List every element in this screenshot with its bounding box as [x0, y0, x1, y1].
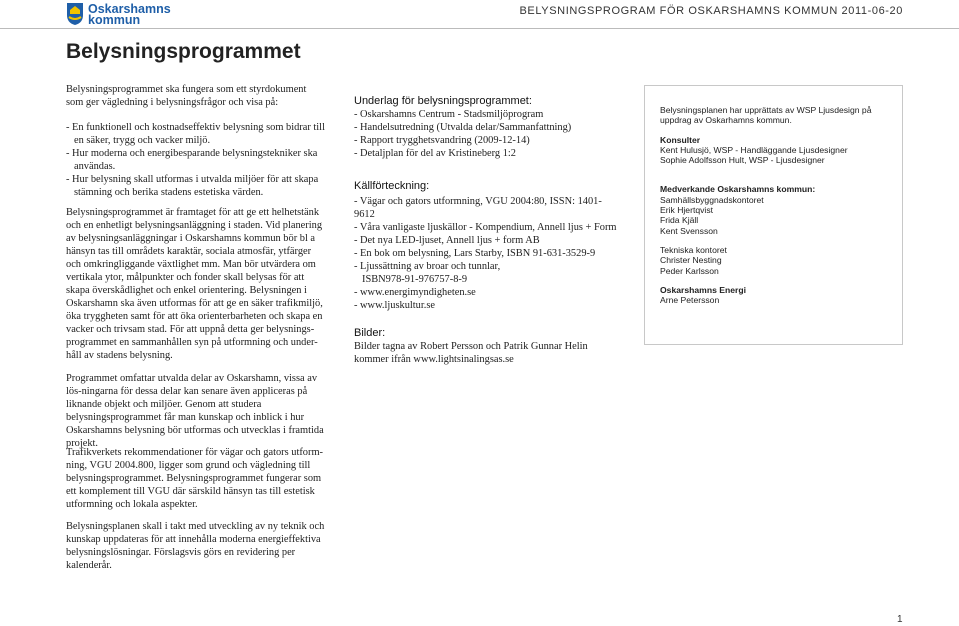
- logo-line-1: Oskarshamns: [88, 2, 171, 16]
- credit-line: Frida Kjäll: [660, 215, 699, 226]
- paragraph-text: Belysningsplanen skall i takt med utveckling av ny teknik och kunskap uppdateras för att innehålla moderna energieffektiva belysningslösningar. Förslagsvis görs en revidering per kalenderår.: [66, 521, 325, 571]
- credit-line: Sophie Adolfsson Hult, WSP - Ljusdesigner: [660, 155, 825, 166]
- document-header-title: BELYSNINGSPROGRAM FÖR OSKARSHAMNS KOMMUN 2011-06-20: [519, 5, 903, 17]
- kallforteckning-heading: Källförteckning:: [354, 180, 430, 192]
- credits-box: [644, 85, 903, 345]
- list-item: - www.energimyndigheten.se: [354, 287, 476, 298]
- medverkande-heading: Medverkande Oskarshamns kommun:: [660, 184, 816, 195]
- goal-bullet: - En funktionell och kostnadseffektiv belysning som bidrar till en säker, trygg och vacker miljö.: [66, 122, 325, 146]
- underlag-heading: Underlag för belysningsprogrammet:: [354, 95, 532, 107]
- bilder-heading: Bilder:: [354, 327, 386, 339]
- credit-line: Peder Karlsson: [660, 265, 719, 276]
- body-paragraph-1: [66, 206, 328, 362]
- kallforteckning-list: [354, 195, 622, 312]
- list-item: - Rapport trygghetsvandring (2009-12-14): [354, 135, 530, 146]
- credits-intro: Belysningsplanen har upprättats av WSP Ljusdesign på uppdrag av Oskarhamns kommun.: [660, 105, 872, 126]
- list-item: ISBN978-91-976757-8-9: [362, 274, 468, 285]
- list-item: - Det nya LED-ljuset, Annell ljus + form AB: [354, 235, 540, 246]
- body-paragraph-4: [66, 520, 328, 572]
- body-paragraph-3: [66, 446, 328, 511]
- credit-line: Christer Nesting: [660, 255, 722, 266]
- bilder-text: Bilder tagna av Robert Persson och Patrik Gunnar Helin kommer ifrån www.lightsinalingsas.se: [354, 341, 588, 365]
- energi-heading: Oskarshamns Energi: [660, 284, 746, 295]
- header-divider: [0, 28, 959, 29]
- intro-text: Belysningsprogrammet ska fungera som ett styrdokument som ger vägledning i belysningsfrågor och visa på:: [66, 84, 307, 108]
- crest-icon: [66, 2, 84, 26]
- underlag-list: [354, 108, 622, 160]
- paragraph-text: Programmet omfattar utvalda delar av Oskarshamn, vissa av lös-ningarna för dessa delar kan senare även appliceras på liknande objekt och miljöer. Genom att studera belysningsprogrammet får man kunskap och inblick i hur Oskarshamns belysning bör utformas och utvecklas i framtida projekt.: [66, 373, 324, 449]
- list-item: - En bok om belysning, Lars Starby, ISBN 91-631-3529-9: [354, 248, 596, 259]
- list-item: - Ljussättning av broar och tunnlar,: [354, 261, 501, 272]
- list-item: - Vägar och gators utformning, VGU 2004:80, ISSN: 1401-9612: [354, 196, 602, 220]
- credit-line: Arne Petersson: [660, 295, 720, 306]
- credit-line: Erik Hjertqvist: [660, 205, 714, 216]
- paragraph-text: Belysningsprogrammet är framtaget för att ge ett helhetstänk och en enhetligt belysningsanläggning i staden. Vid planering av belysningsanläggningar i Oskarshamns kommun bör bl a hänsyn tas till områdets karaktär, sociala atmosfär, ytfärger och omkringliggande växtlighet mm. Man bör utvärdera om vertikala ytor, målpunkter och fonder skall belysas för att skapa överskådlighet och enkel orientering. Belysningen i Oskarshamn ska även utformas för att ge en säker trafikmiljö, öka tryggheten samt för att öka orienterbarheten och skapa en vacker och trivsam stad. För att uppnå detta ger belysnings-programmet en sammanhållen syn på utformning och under-håll av stadens belysning.: [66, 207, 323, 361]
- list-item: - Handelsutredning (Utvalda delar/Sammanfattning): [354, 122, 572, 133]
- goal-bullet-list: [66, 121, 328, 199]
- list-item: - Oskarshamns Centrum - Stadsmiljöprogram: [354, 109, 544, 120]
- goal-bullet: - Hur belysning skall utformas i utvalda miljöer för att skapa stämning och berika stadens estetiska värden.: [66, 174, 319, 198]
- logo-text: [88, 4, 171, 26]
- credit-line: Tekniska kontoret: [660, 244, 727, 255]
- logo-line-2: kommun: [88, 13, 141, 27]
- credit-line: Kent Hulusjö, WSP - Handläggande Ljusdesigner: [660, 144, 848, 155]
- paragraph-text: Trafikverkets rekommendationer för vägar och gators utform-ning, VGU 2004.800, ligger som grund och vägledning till belysningsprogrammet. Belysningsprogrammet fungerar som ett komplement till VGU där särskild hänsyn tas till estetisk utformning och lokala aspekter.: [66, 447, 323, 510]
- credits-content: [660, 105, 895, 305]
- list-item: - www.ljuskultur.se: [354, 300, 436, 311]
- konsulter-heading: Konsulter: [660, 134, 701, 145]
- list-item: - Våra vanligaste ljuskällor - Kompendium, Annell ljus + Form: [354, 222, 617, 233]
- list-item: - Detaljplan för del av Kristineberg 1:2: [354, 148, 516, 159]
- goal-bullet: - Hur moderna och energibesparande belysningstekniker ska användas.: [66, 148, 318, 172]
- body-paragraph-2: [66, 372, 328, 450]
- credit-line: Samhällsbyggnadskontoret: [660, 194, 764, 205]
- credit-line: Kent Svensson: [660, 225, 718, 236]
- references-column: [354, 95, 622, 366]
- intro-paragraph: [66, 83, 326, 109]
- oskarshamns-logo: [66, 2, 176, 28]
- page-title: Belysningsprogrammet: [66, 40, 301, 63]
- page-number: 1: [897, 614, 903, 625]
